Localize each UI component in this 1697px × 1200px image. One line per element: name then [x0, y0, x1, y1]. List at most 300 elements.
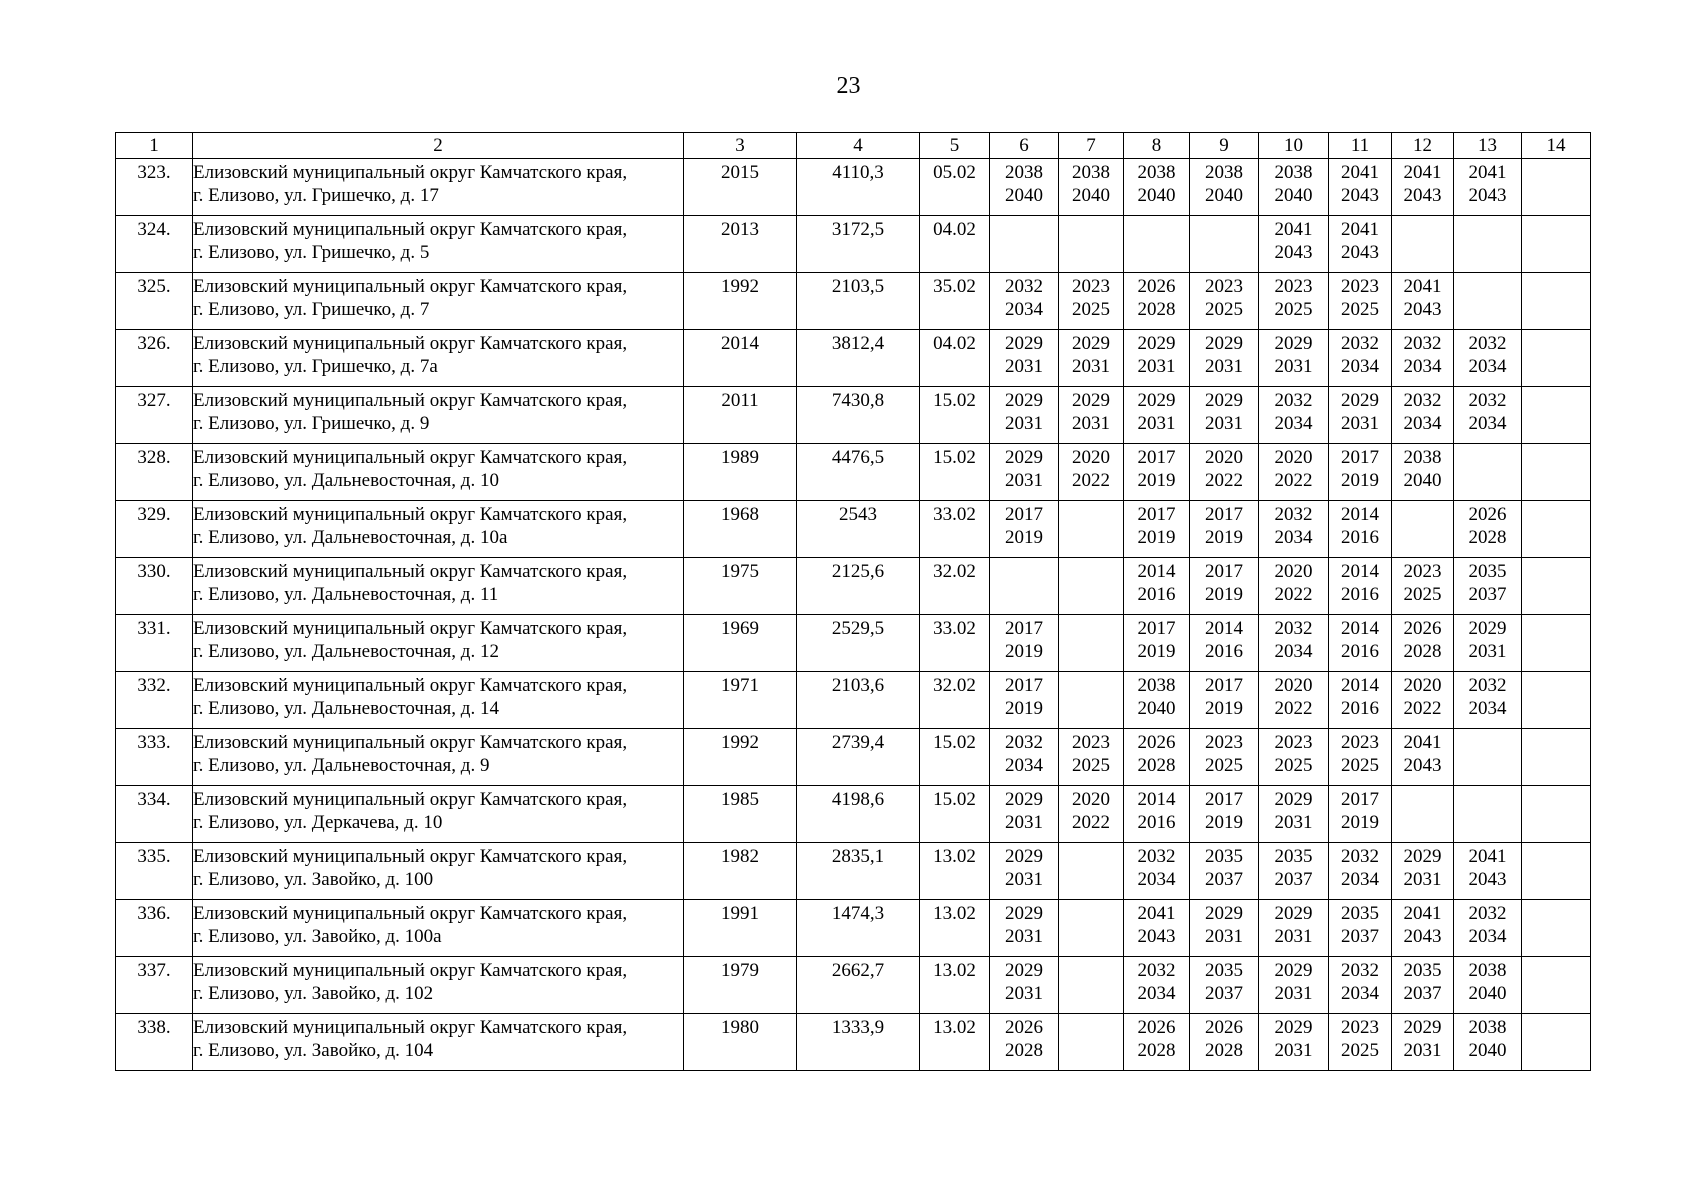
construction-year: 1969: [684, 615, 797, 672]
period-cell: [1454, 501, 1522, 558]
period-cell: [1392, 729, 1454, 786]
period-end-year: 2019: [1205, 698, 1243, 719]
row-number: 329.: [116, 501, 193, 558]
period-cell: [990, 387, 1059, 444]
period-cell: [1392, 1014, 1454, 1071]
period-start-year: 2038: [1274, 162, 1313, 183]
period-start-year: 2023: [1072, 276, 1110, 297]
period-cell: [990, 957, 1059, 1014]
period-cell: [1059, 387, 1124, 444]
period-cell: [1522, 900, 1591, 957]
code-cell: 15.02: [920, 387, 990, 444]
period-end-year: 2019: [1137, 527, 1176, 548]
period-cell: [1454, 1014, 1522, 1071]
period-cell: [990, 786, 1059, 843]
period-cell: [1392, 843, 1454, 900]
period-cell: [1259, 672, 1329, 729]
period-cell: [1124, 843, 1190, 900]
period-end-year: 2031: [1072, 356, 1110, 377]
period-cell: [1259, 843, 1329, 900]
code-cell: 04.02: [920, 216, 990, 273]
address-line: г. Елизово, ул. Гришечко, д. 17: [193, 185, 439, 206]
period-start-year: 2041: [1403, 162, 1442, 183]
total-area: 2835,1: [797, 843, 920, 900]
period-start-year: 2023: [1403, 561, 1442, 582]
period-start-year: 2035: [1274, 846, 1313, 867]
period-cell: [1190, 330, 1259, 387]
period-end-year: 2016: [1205, 641, 1243, 662]
period-start-year: 2032: [1341, 846, 1379, 867]
period-end-year: 2043: [1468, 869, 1507, 890]
construction-year: 2011: [684, 387, 797, 444]
period-cell: [1059, 444, 1124, 501]
table-row: [116, 330, 1591, 387]
row-number: 330.: [116, 558, 193, 615]
period-cell: [1522, 843, 1591, 900]
total-area: 4476,5: [797, 444, 920, 501]
period-end-year: 2031: [1005, 869, 1043, 890]
period-end-year: 2031: [1341, 413, 1379, 434]
period-start-year: 2026: [1468, 504, 1507, 525]
period-start-year: 2032: [1468, 675, 1507, 696]
period-end-year: 2043: [1468, 185, 1507, 206]
code-cell: 15.02: [920, 444, 990, 501]
period-start-year: 2020: [1205, 447, 1243, 468]
column-header: 11: [1329, 133, 1392, 159]
period-cell: [990, 843, 1059, 900]
period-cell: [1190, 558, 1259, 615]
address-line: г. Елизово, ул. Завойко, д. 100а: [193, 926, 442, 947]
period-start-year: 2032: [1341, 960, 1379, 981]
address-cell: [193, 501, 684, 558]
period-start-year: 2014: [1341, 504, 1379, 525]
period-start-year: 2029: [1274, 789, 1313, 810]
period-end-year: 2043: [1403, 185, 1442, 206]
period-end-year: 2019: [1205, 584, 1243, 605]
period-start-year: 2029: [1403, 1017, 1442, 1038]
period-start-year: 2017: [1205, 504, 1243, 525]
construction-year: 1975: [684, 558, 797, 615]
period-cell: [1190, 672, 1259, 729]
period-cell: [1059, 615, 1124, 672]
period-start-year: 2041: [1468, 846, 1507, 867]
address-cell: [193, 387, 684, 444]
code-cell: 13.02: [920, 900, 990, 957]
period-start-year: 2029: [1005, 846, 1043, 867]
period-cell: [1059, 843, 1124, 900]
period-end-year: 2043: [1341, 242, 1379, 263]
column-header: 13: [1454, 133, 1522, 159]
period-cell: [1329, 216, 1392, 273]
address-cell: [193, 957, 684, 1014]
page-number: 23: [836, 73, 861, 99]
period-end-year: 2037: [1403, 983, 1442, 1004]
period-start-year: 2032: [1137, 960, 1176, 981]
period-start-year: 2029: [1005, 960, 1043, 981]
period-cell: [1190, 273, 1259, 330]
period-end-year: 2025: [1341, 1040, 1379, 1061]
row-number: 335.: [116, 843, 193, 900]
period-start-year: 2032: [1468, 333, 1507, 354]
period-cell: [1259, 615, 1329, 672]
period-cell: [1190, 615, 1259, 672]
address-cell: [193, 615, 684, 672]
period-start-year: 2029: [1205, 333, 1243, 354]
period-cell: [1259, 444, 1329, 501]
period-cell: [1392, 387, 1454, 444]
period-cell: [990, 444, 1059, 501]
total-area: 2103,5: [797, 273, 920, 330]
period-end-year: 2022: [1403, 698, 1442, 719]
period-end-year: 2031: [1274, 926, 1313, 947]
period-end-year: 2031: [1274, 356, 1313, 377]
period-end-year: 2028: [1468, 527, 1507, 548]
period-cell: [1392, 900, 1454, 957]
period-cell: [1454, 900, 1522, 957]
period-end-year: 2019: [1137, 641, 1176, 662]
row-number: 334.: [116, 786, 193, 843]
address-cell: [193, 444, 684, 501]
period-start-year: 2035: [1341, 903, 1379, 924]
period-start-year: 2017: [1137, 618, 1176, 639]
construction-year: 1971: [684, 672, 797, 729]
period-start-year: 2014: [1341, 618, 1379, 639]
period-start-year: 2032: [1468, 903, 1507, 924]
period-end-year: 2019: [1341, 812, 1379, 833]
construction-year: 1992: [684, 273, 797, 330]
address-cell: [193, 786, 684, 843]
row-number: 328.: [116, 444, 193, 501]
period-end-year: 2028: [1403, 641, 1442, 662]
address-cell: [193, 159, 684, 216]
period-end-year: 2025: [1403, 584, 1442, 605]
address-cell: [193, 273, 684, 330]
address-cell: [193, 843, 684, 900]
address-line: г. Елизово, ул. Дальневосточная, д. 10а: [193, 527, 508, 548]
period-start-year: 2041: [1403, 732, 1442, 753]
period-start-year: 2029: [1137, 390, 1176, 411]
period-end-year: 2031: [1274, 812, 1313, 833]
period-cell: [1454, 957, 1522, 1014]
column-header: 3: [684, 133, 797, 159]
address-line: Елизовский муниципальный округ Камчатского края,: [193, 162, 628, 183]
period-cell: [1454, 444, 1522, 501]
period-end-year: 2022: [1072, 470, 1110, 491]
period-end-year: 2043: [1403, 299, 1442, 320]
code-cell: 33.02: [920, 615, 990, 672]
address-line: г. Елизово, ул. Дальневосточная, д. 9: [193, 755, 490, 776]
period-start-year: 2014: [1341, 675, 1379, 696]
period-end-year: 2031: [1205, 356, 1243, 377]
table-row: [116, 786, 1591, 843]
address-cell: [193, 330, 684, 387]
table-row: [116, 672, 1591, 729]
address-line: г. Елизово, ул. Дальневосточная, д. 10: [193, 470, 499, 491]
address-line: Елизовский муниципальный округ Камчатского края,: [193, 504, 628, 525]
period-start-year: 2029: [1274, 1017, 1313, 1038]
period-end-year: 2034: [1341, 983, 1379, 1004]
period-cell: [1190, 1014, 1259, 1071]
period-end-year: 2016: [1137, 812, 1176, 833]
period-end-year: 2043: [1403, 755, 1442, 776]
period-end-year: 2031: [1005, 926, 1043, 947]
period-end-year: 2034: [1137, 869, 1176, 890]
period-end-year: 2022: [1274, 698, 1313, 719]
period-end-year: 2019: [1341, 470, 1379, 491]
address-line: Елизовский муниципальный округ Камчатского края,: [193, 789, 628, 810]
address-line: г. Елизово, ул. Гришечко, д. 7: [193, 299, 430, 320]
total-area: 2662,7: [797, 957, 920, 1014]
code-cell: 35.02: [920, 273, 990, 330]
total-area: 4198,6: [797, 786, 920, 843]
construction-year: 1989: [684, 444, 797, 501]
period-end-year: 2034: [1341, 869, 1379, 890]
period-end-year: 2031: [1137, 413, 1176, 434]
period-start-year: 2020: [1072, 447, 1110, 468]
period-cell: [1392, 558, 1454, 615]
period-start-year: 2029: [1341, 390, 1379, 411]
period-end-year: 2040: [1274, 185, 1313, 206]
period-end-year: 2037: [1205, 983, 1243, 1004]
period-end-year: 2022: [1205, 470, 1243, 491]
period-cell: [1454, 843, 1522, 900]
period-cell: [1124, 216, 1190, 273]
period-end-year: 2016: [1341, 527, 1379, 548]
period-cell: [1059, 330, 1124, 387]
period-cell: [1190, 387, 1259, 444]
address-line: г. Елизово, ул. Дальневосточная, д. 12: [193, 641, 499, 662]
period-start-year: 2032: [1005, 732, 1043, 753]
period-end-year: 2034: [1274, 641, 1313, 662]
period-start-year: 2029: [1005, 789, 1043, 810]
period-end-year: 2031: [1468, 641, 1507, 662]
column-header: 12: [1392, 133, 1454, 159]
period-cell: [1059, 786, 1124, 843]
period-cell: [1329, 615, 1392, 672]
period-cell: [1124, 900, 1190, 957]
address-line: г. Елизово, ул. Гришечко, д. 5: [193, 242, 430, 263]
table-row: [116, 387, 1591, 444]
period-start-year: 2017: [1205, 789, 1243, 810]
period-cell: [1190, 843, 1259, 900]
period-cell: [1059, 957, 1124, 1014]
address-line: Елизовский муниципальный округ Камчатского края,: [193, 390, 628, 411]
period-start-year: 2029: [1274, 960, 1313, 981]
period-cell: [1329, 900, 1392, 957]
period-start-year: 2035: [1205, 960, 1243, 981]
period-cell: [1190, 786, 1259, 843]
period-start-year: 2029: [1072, 333, 1110, 354]
total-area: 2529,5: [797, 615, 920, 672]
address-line: Елизовский муниципальный округ Камчатского края,: [193, 1017, 628, 1038]
period-start-year: 2032: [1403, 333, 1442, 354]
period-end-year: 2031: [1274, 1040, 1313, 1061]
period-cell: [1454, 672, 1522, 729]
period-end-year: 2016: [1341, 641, 1379, 662]
period-cell: [1259, 786, 1329, 843]
total-area: 3172,5: [797, 216, 920, 273]
period-cell: [1259, 216, 1329, 273]
address-line: г. Елизово, ул. Завойко, д. 100: [193, 869, 434, 890]
period-start-year: 2020: [1274, 675, 1313, 696]
period-end-year: 2034: [1137, 983, 1176, 1004]
address-line: Елизовский муниципальный округ Камчатского края,: [193, 732, 628, 753]
period-start-year: 2017: [1341, 789, 1379, 810]
period-end-year: 2043: [1274, 242, 1313, 263]
period-start-year: 2032: [1341, 333, 1379, 354]
period-start-year: 2041: [1341, 162, 1379, 183]
period-start-year: 2038: [1403, 447, 1442, 468]
code-cell: 13.02: [920, 843, 990, 900]
period-end-year: 2031: [1403, 1040, 1442, 1061]
period-cell: [1259, 1014, 1329, 1071]
period-end-year: 2028: [1205, 1040, 1243, 1061]
period-start-year: 2020: [1274, 561, 1313, 582]
period-end-year: 2019: [1205, 812, 1243, 833]
period-cell: [1259, 501, 1329, 558]
period-end-year: 2028: [1137, 755, 1176, 776]
table-row: [116, 216, 1591, 273]
period-cell: [1454, 159, 1522, 216]
period-cell: [1259, 900, 1329, 957]
address-line: г. Елизово, ул. Гришечко, д. 9: [193, 413, 430, 434]
period-end-year: 2034: [1403, 413, 1442, 434]
total-area: 1333,9: [797, 1014, 920, 1071]
period-cell: [990, 159, 1059, 216]
period-end-year: 2025: [1072, 755, 1110, 776]
period-start-year: 2017: [1005, 504, 1043, 525]
period-cell: [990, 273, 1059, 330]
column-header: 4: [797, 133, 920, 159]
period-cell: [1522, 558, 1591, 615]
address-line: г. Елизово, ул. Завойко, д. 102: [193, 983, 434, 1004]
period-cell: [1059, 501, 1124, 558]
row-number: 332.: [116, 672, 193, 729]
column-header: 14: [1522, 133, 1591, 159]
period-cell: [1329, 729, 1392, 786]
period-end-year: 2019: [1005, 527, 1043, 548]
period-start-year: 2017: [1205, 561, 1243, 582]
period-cell: [1454, 273, 1522, 330]
period-start-year: 2032: [1005, 276, 1043, 297]
code-cell: 13.02: [920, 1014, 990, 1071]
period-start-year: 2026: [1403, 618, 1442, 639]
period-cell: [1522, 729, 1591, 786]
period-end-year: 2037: [1341, 926, 1379, 947]
address-line: г. Елизово, ул. Деркачева, д. 10: [193, 812, 443, 833]
period-cell: [1124, 159, 1190, 216]
period-end-year: 2022: [1072, 812, 1110, 833]
period-end-year: 2034: [1468, 698, 1507, 719]
period-end-year: 2031: [1403, 869, 1442, 890]
period-cell: [1059, 672, 1124, 729]
period-end-year: 2040: [1468, 1040, 1507, 1061]
period-cell: [1059, 159, 1124, 216]
period-cell: [1190, 444, 1259, 501]
table-row: [116, 1014, 1591, 1071]
period-cell: [1329, 501, 1392, 558]
period-cell: [1190, 729, 1259, 786]
period-cell: [1124, 786, 1190, 843]
period-end-year: 2031: [1205, 413, 1243, 434]
period-cell: [1259, 159, 1329, 216]
period-start-year: 2026: [1005, 1017, 1043, 1038]
period-end-year: 2031: [1005, 812, 1043, 833]
period-cell: [990, 615, 1059, 672]
period-start-year: 2029: [1137, 333, 1176, 354]
address-line: Елизовский муниципальный округ Камчатского края,: [193, 675, 628, 696]
period-end-year: 2019: [1137, 470, 1176, 491]
period-start-year: 2014: [1137, 561, 1176, 582]
period-cell: [1522, 273, 1591, 330]
period-start-year: 2026: [1137, 276, 1176, 297]
period-start-year: 2020: [1403, 675, 1442, 696]
period-cell: [1190, 159, 1259, 216]
period-cell: [1329, 786, 1392, 843]
construction-year: 2014: [684, 330, 797, 387]
code-cell: 04.02: [920, 330, 990, 387]
period-end-year: 2025: [1205, 755, 1243, 776]
construction-year: 2013: [684, 216, 797, 273]
period-start-year: 2029: [1403, 846, 1442, 867]
period-end-year: 2034: [1468, 356, 1507, 377]
period-start-year: 2041: [1341, 219, 1379, 240]
code-cell: 33.02: [920, 501, 990, 558]
period-cell: [1329, 1014, 1392, 1071]
code-cell: 15.02: [920, 786, 990, 843]
period-start-year: 2026: [1137, 1017, 1176, 1038]
period-start-year: 2035: [1468, 561, 1507, 582]
period-end-year: 2025: [1072, 299, 1110, 320]
period-end-year: 2040: [1403, 470, 1442, 491]
period-end-year: 2025: [1341, 755, 1379, 776]
total-area: 4110,3: [797, 159, 920, 216]
address-line: г. Елизово, ул. Гришечко, д. 7а: [193, 356, 438, 377]
period-cell: [1124, 558, 1190, 615]
column-header: 5: [920, 133, 990, 159]
period-start-year: 2023: [1072, 732, 1110, 753]
period-cell: [1329, 387, 1392, 444]
table-row: [116, 615, 1591, 672]
period-start-year: 2038: [1468, 1017, 1507, 1038]
address-line: Елизовский муниципальный округ Камчатского края,: [193, 447, 628, 468]
period-cell: [1454, 216, 1522, 273]
period-start-year: 2029: [1205, 903, 1243, 924]
period-start-year: 2032: [1274, 390, 1313, 411]
period-end-year: 2043: [1403, 926, 1442, 947]
construction-year: 1991: [684, 900, 797, 957]
period-cell: [1454, 558, 1522, 615]
table-row: [116, 843, 1591, 900]
period-end-year: 2028: [1005, 1040, 1043, 1061]
period-end-year: 2040: [1137, 185, 1176, 206]
period-cell: [1190, 216, 1259, 273]
period-end-year: 2040: [1468, 983, 1507, 1004]
period-start-year: 2017: [1005, 618, 1043, 639]
period-start-year: 2017: [1137, 447, 1176, 468]
period-end-year: 2031: [1274, 983, 1313, 1004]
period-cell: [1059, 900, 1124, 957]
period-cell: [1259, 330, 1329, 387]
period-cell: [1124, 444, 1190, 501]
period-end-year: 2034: [1005, 755, 1043, 776]
total-area: 2125,6: [797, 558, 920, 615]
total-area: 7430,8: [797, 387, 920, 444]
period-cell: [1190, 957, 1259, 1014]
period-cell: [1392, 615, 1454, 672]
address-line: г. Елизово, ул. Завойко, д. 104: [193, 1040, 434, 1061]
row-number: 324.: [116, 216, 193, 273]
